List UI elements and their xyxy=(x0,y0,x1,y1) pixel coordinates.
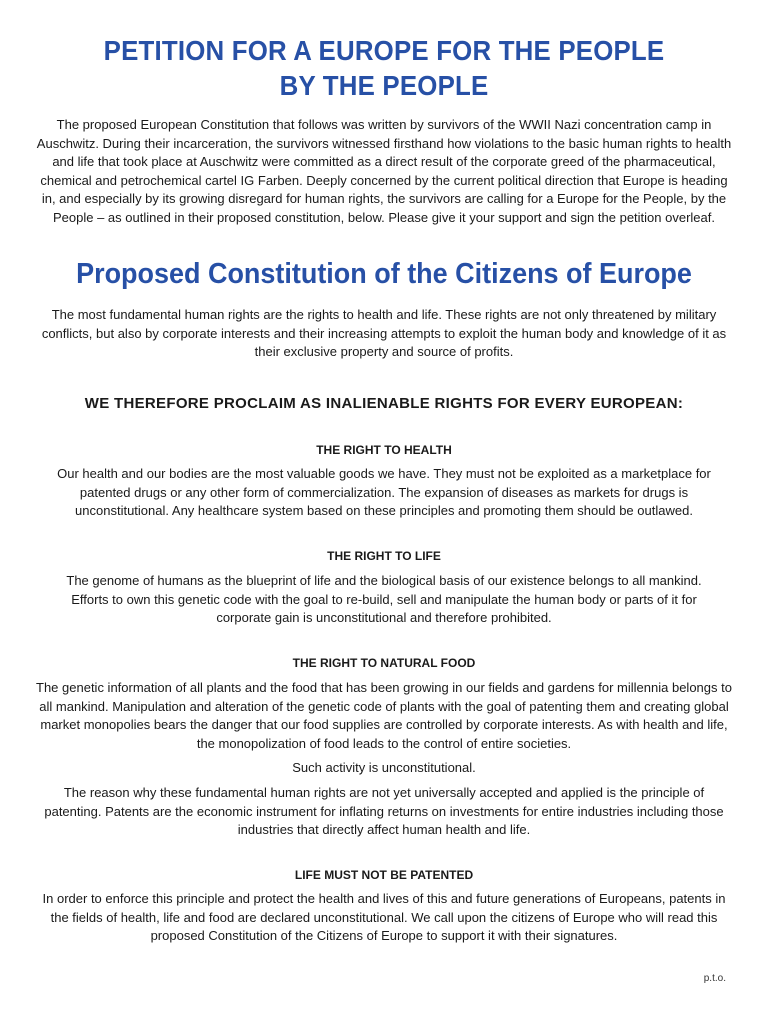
proclamation-heading: WE THEREFORE PROCLAIM AS INALIENABLE RIGHTS FOR EVERY EUROPEAN: xyxy=(84,395,684,412)
paragraph-right-to-natural-food: The genetic information of all plants and the food that has been growing in our fields and gardens for millennia belongs to all mankind. Manipulation and alteration of the genetic code of plants with the goal of patenting them and creating global market monopolies bears the danger that our food supplies are controlled by corporate interests. As with health and life, the monopolization of food leads to the control of entire societies. xyxy=(36,680,732,751)
title-line-2: BY THE PEOPLE xyxy=(279,70,489,101)
paragraph-life-not-patented: In order to enforce this principle and protect the health and lives of this and future generations of Europeans, patents in the fields of health, life and food are declared unconstitutional. We call upon the citizens of Europe who will read this proposed Constitution of the Citizens of Europe to support it with their signatures. xyxy=(42,891,726,944)
title-line-1: PETITION FOR A EUROPE FOR THE PEOPLE xyxy=(103,35,665,66)
heading-right-to-life: THE RIGHT TO LIFE xyxy=(327,549,441,563)
preamble-paragraph: The most fundamental human rights are the rights to health and life. These rights are not only threatened by military conflicts, but also by corporate interests and their increasing attempts to exploit the human body and knowledge of it as their exclusive property and source of profits. xyxy=(41,307,727,360)
page-footer-pto: p.t.o. xyxy=(703,973,726,984)
intro-paragraph: The proposed European Constitution that follows was written by survivors of the WWII Nazi concentration camp in Auschwitz. During their incarceration, the survivors witnessed firsthand how violations to the basic human rights to health and life that took place at Auschwitz were committed as a direct result of the corporate greed of the pharmaceutical, chemical and petrochemical cartel IG Farben. Deeply concerned by the current political direction that Europe is heading in, and especially by its growing disregard for human rights, the survivors are calling for a Europe for the People, by the People – as outlined in their proposed constitution, below. Please give it your support and sign the petition overleaf. xyxy=(36,117,732,225)
paragraph-right-to-life: The genome of humans as the blueprint of life and the biological basis of our existence belongs to all mankind. Efforts to own this genetic code with the goal to re-build, sell and manipulate the human body or parts of it for corporate gain is unconstitutional and therefore prohibited. xyxy=(66,573,702,626)
heading-right-to-health: THE RIGHT TO HEALTH xyxy=(316,443,452,457)
heading-life-not-patented: LIFE MUST NOT BE PATENTED xyxy=(294,868,474,882)
paragraph-unconstitutional: Such activity is unconstitutional. xyxy=(292,760,476,775)
paragraph-right-to-health: Our health and our bodies are the most valuable goods we have. They must not be exploited as a marketplace for patented drugs or any other form of commercialization. The expansion of diseases as markets for drugs is unconstitutional. Any healthcare system based on these principles and promoting them should be outlawed. xyxy=(57,466,711,519)
paragraph-patenting-principle: The reason why these fundamental human rights are not yet universally accepted and applied is the principle of patenting. Patents are the economic instrument for inflating returns on investments for entire industries including those industries that directly affect human health and life. xyxy=(44,785,724,838)
page-title xyxy=(23,33,745,103)
constitution-title: Proposed Constitution of the Citizens of Europe xyxy=(76,258,692,290)
heading-right-to-natural-food: THE RIGHT TO NATURAL FOOD xyxy=(292,656,476,670)
